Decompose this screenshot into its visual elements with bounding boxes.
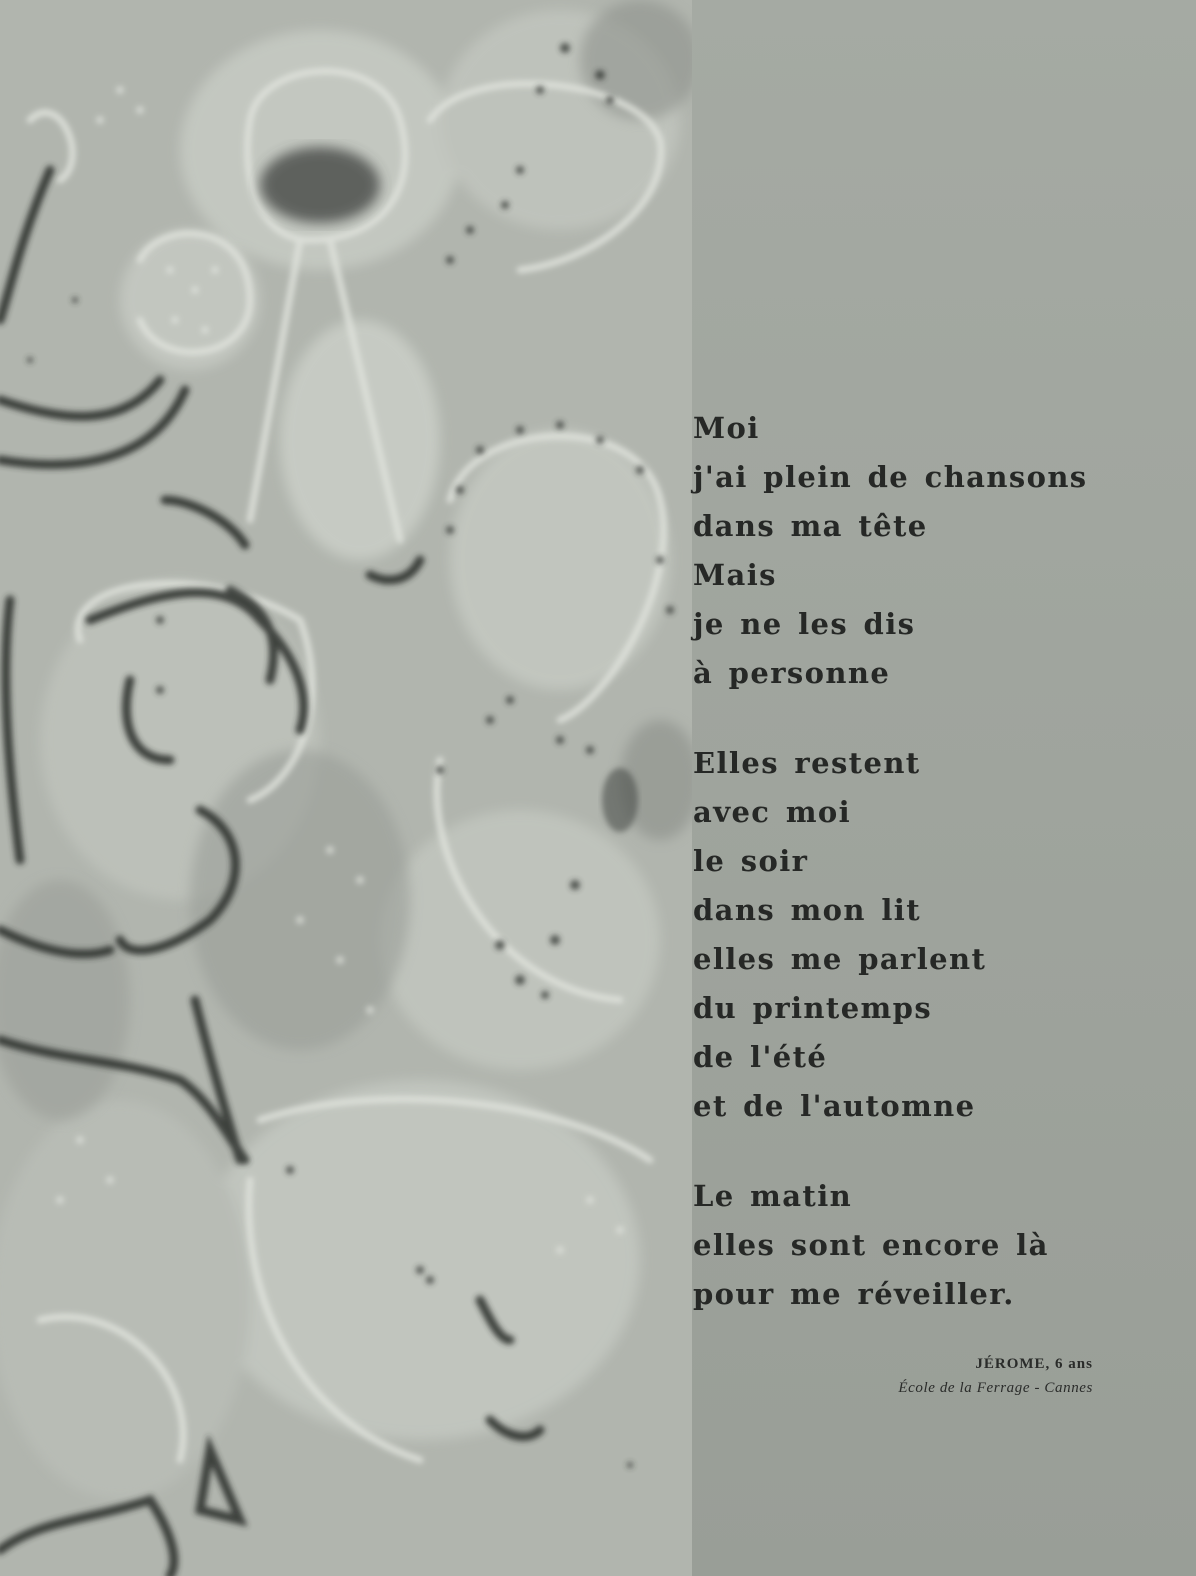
poem-line: de l'été (693, 1040, 828, 1074)
poem-stanza-1 (693, 404, 1163, 698)
poem (693, 404, 1163, 1360)
poem-stanza-3 (693, 1172, 1163, 1319)
poem-line: du printemps (693, 991, 933, 1025)
poem-line: pour me réveiller. (693, 1277, 1015, 1311)
poem-line: je ne les dis (693, 607, 916, 641)
poem-line: et de l'automne (693, 1089, 976, 1123)
poem-line: dans mon lit (693, 893, 922, 927)
poem-line: Elles restent (693, 746, 921, 780)
poem-line: elles sont encore là (693, 1228, 1049, 1262)
poem-line: le soir (693, 844, 809, 878)
poem-line: Mais (693, 558, 777, 592)
poem-line: Le matin (693, 1179, 853, 1213)
poem-line: Moi (693, 411, 760, 445)
poem-line: avec moi (693, 795, 852, 829)
poem-stanza-2 (693, 739, 1163, 1131)
poem-line: dans ma tête (693, 509, 928, 543)
poem-line: elles me parlent (693, 942, 987, 976)
poem-signature (693, 1352, 1093, 1400)
school-name: École de la Ferrage - Cannes (898, 1380, 1093, 1396)
author-name: JÉROME, 6 ans (975, 1356, 1093, 1372)
poem-line: j'ai plein de chansons (693, 460, 1088, 494)
poem-line: à personne (693, 656, 891, 690)
